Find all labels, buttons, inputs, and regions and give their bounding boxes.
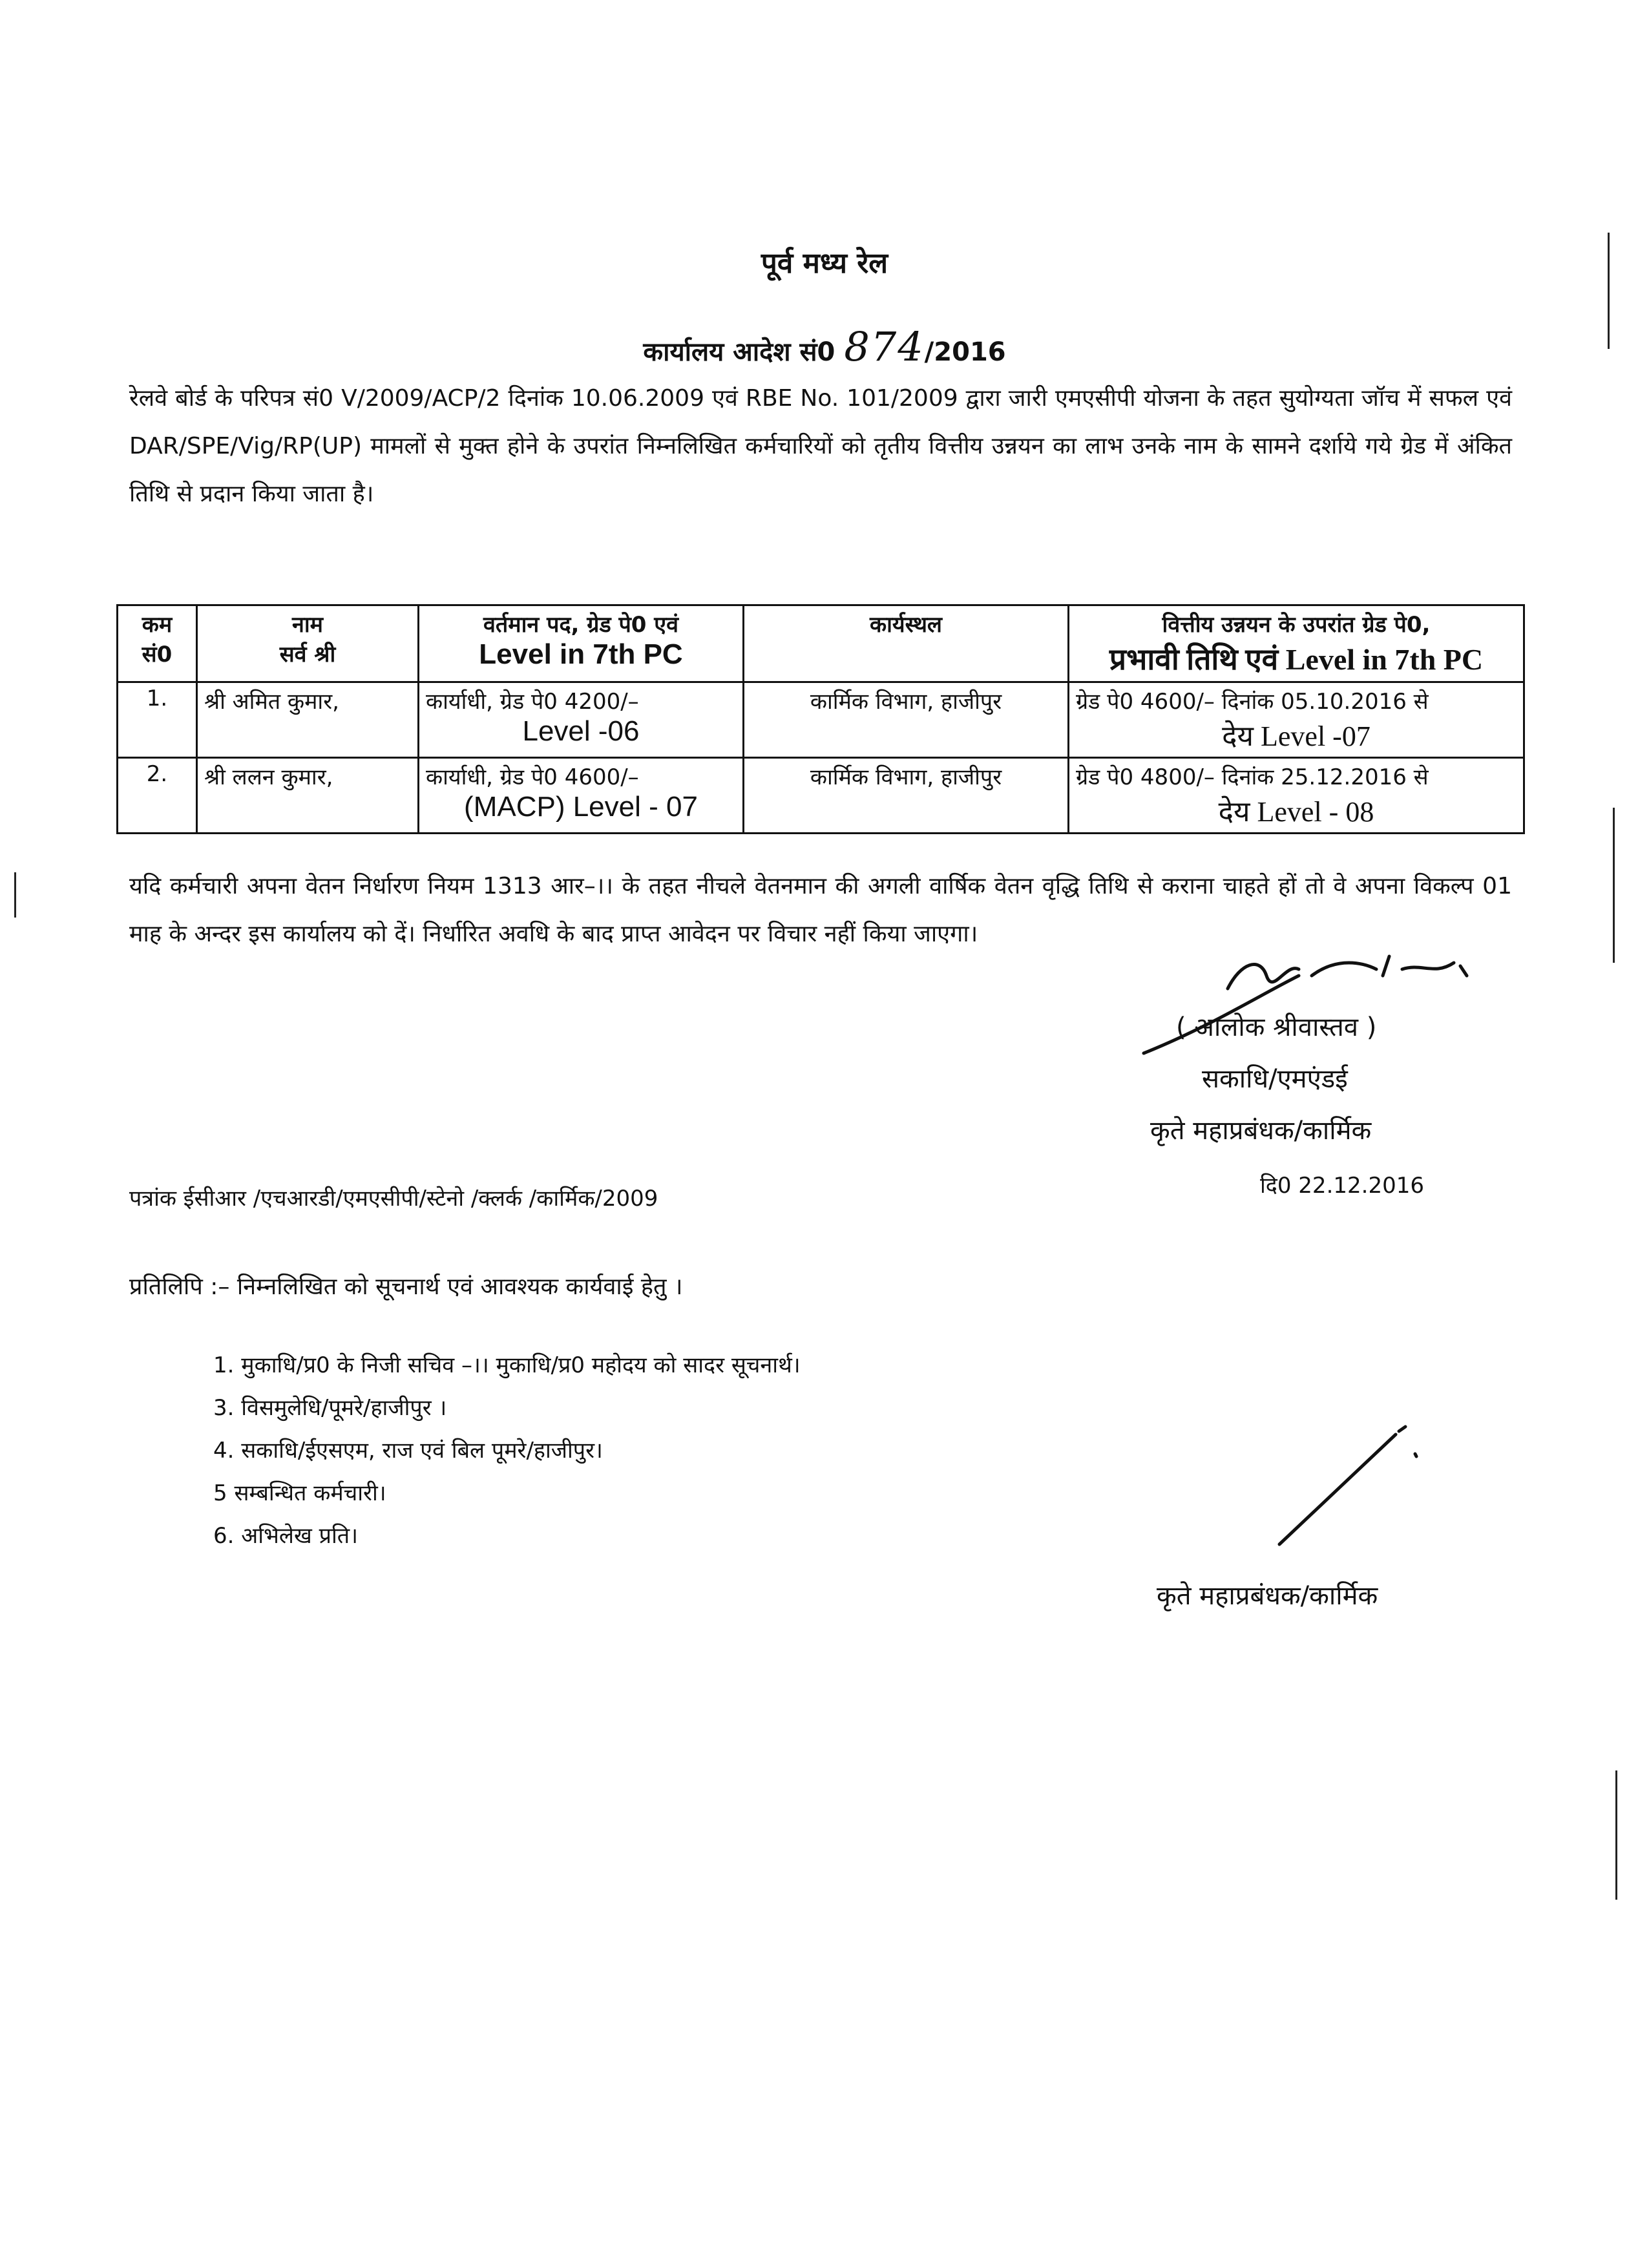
row-name: श्री अमित कुमार, xyxy=(197,682,419,758)
copy-list xyxy=(213,1344,801,1557)
organization-title: पूर्व मध्य रेल xyxy=(761,247,888,280)
order-year: /2016 xyxy=(924,337,1006,367)
table-row xyxy=(118,682,1524,758)
list-item: 4. सकाधि/ईएसएम, राज एवं बिल पूमरे/हाजीपुर। xyxy=(213,1438,603,1464)
reference-date: दि0 22.12.2016 xyxy=(1260,1173,1424,1199)
scan-margin-line xyxy=(1615,1770,1617,1900)
footer-on-behalf: कृते महाप्रबंधक/कार्मिक xyxy=(1157,1581,1378,1611)
scan-margin-line xyxy=(1608,233,1610,349)
header-upgrade: वित्तीय उन्नयन के उपरांत ग्रेड पे0, प्रभावी तिथि एवं Level in 7th PC xyxy=(1069,605,1524,682)
row-current: कार्याधी, ग्रेड पे0 4200/– Level -06 xyxy=(419,682,744,758)
reference-number: पत्रांक ईसीआर /एचआरडी/एमएसीपी/स्टेनो /क्लर्क /कार्मिक/2009 xyxy=(129,1186,658,1212)
list-item: 3. विसमुलेधि/पूमरे/हाजीपुर । xyxy=(213,1395,447,1421)
header-workplace: कार्यस्थल xyxy=(744,605,1069,682)
header-name: नाम सर्व श्री xyxy=(197,605,419,682)
list-item: 1. मुकाधि/प्र0 के निजी सचिव –।। मुकाधि/प्र0 महोदय को सादर सूचनार्थ। xyxy=(213,1352,801,1378)
row-name: श्री ललन कुमार, xyxy=(197,758,419,834)
row-workplace: कार्मिक विभाग, हाजीपुर xyxy=(744,682,1069,758)
signatory-designation: सकाधि/एमएंडई xyxy=(1202,1064,1348,1094)
option-paragraph: यदि कर्मचारी अपना वेतन निर्धारण नियम 1313 आर–।। के तहत नीचले वेतनमान की अगली वार्षिक वेतन वृद्धि तिथि से कराना चाहते हों तो वे अपना विकल्प 01 माह के अन्दर इस कार्यालय को दें। निर्धारित अवधि के बाद प्राप्त आवेदन पर विचार नहीं किया जाएगा। xyxy=(129,873,1512,947)
row-serial: 2. xyxy=(118,758,197,834)
footer-signature-stroke xyxy=(1266,1422,1428,1551)
row-upgrade: ग्रेड पे0 4600/– दिनांक 05.10.2016 से देय Level -07 xyxy=(1069,682,1524,758)
table-header-row xyxy=(118,605,1524,682)
list-item: 5 सम्बन्धित कर्मचारी। xyxy=(213,1480,386,1506)
copy-intro: प्रतिलिपि :– निम्नलिखित को सूचनार्थ एवं आवश्यक कार्यवाई हेतु । xyxy=(129,1274,683,1300)
order-number: 874 xyxy=(844,323,925,370)
scan-margin-line xyxy=(1613,808,1615,963)
row-current: कार्याधी, ग्रेड पे0 4600/– (MACP) Level - 07 xyxy=(419,758,744,834)
table-row xyxy=(118,758,1524,834)
row-serial: 1. xyxy=(118,682,197,758)
scan-margin-line xyxy=(14,872,16,918)
list-item: 6. अभिलेख प्रति। xyxy=(213,1523,359,1549)
header-serial: कम सं0 xyxy=(118,605,197,682)
upgrade-table xyxy=(116,604,1525,834)
signatory-on-behalf: कृते महाप्रबंधक/कार्मिक xyxy=(1150,1116,1372,1146)
order-prefix: कार्यालय आदेश सं0 xyxy=(643,337,835,367)
row-upgrade: ग्रेड पे0 4800/– दिनांक 25.12.2016 से देय Level - 08 xyxy=(1069,758,1524,834)
intro-paragraph: रेलवे बोर्ड के परिपत्र सं0 V/2009/ACP/2 दिनांक 10.06.2009 एवं RBE No. 101/2009 द्वारा जारी एमएसीपी योजना के तहत सुयोग्यता जॉच में सफल एवं DAR/SPE/Vig/RP(UP) मामलों से मुक्त होने के उपरांत निम्नलिखित कर्मचारियों को तृतीय वित्तीय उन्नयन का लाभ उनके नाम के सामने दर्शाये गये ग्रेड में अंकित तिथि से प्रदान किया जाता है। xyxy=(129,385,1512,507)
signatory-name: ( आलोक श्रीवास्तव ) xyxy=(1176,1013,1377,1042)
header-current: वर्तमान पद, ग्रेड पे0 एवं Level in 7th PC xyxy=(419,605,744,682)
office-order-title xyxy=(0,323,1649,370)
row-workplace: कार्मिक विभाग, हाजीपुर xyxy=(744,758,1069,834)
